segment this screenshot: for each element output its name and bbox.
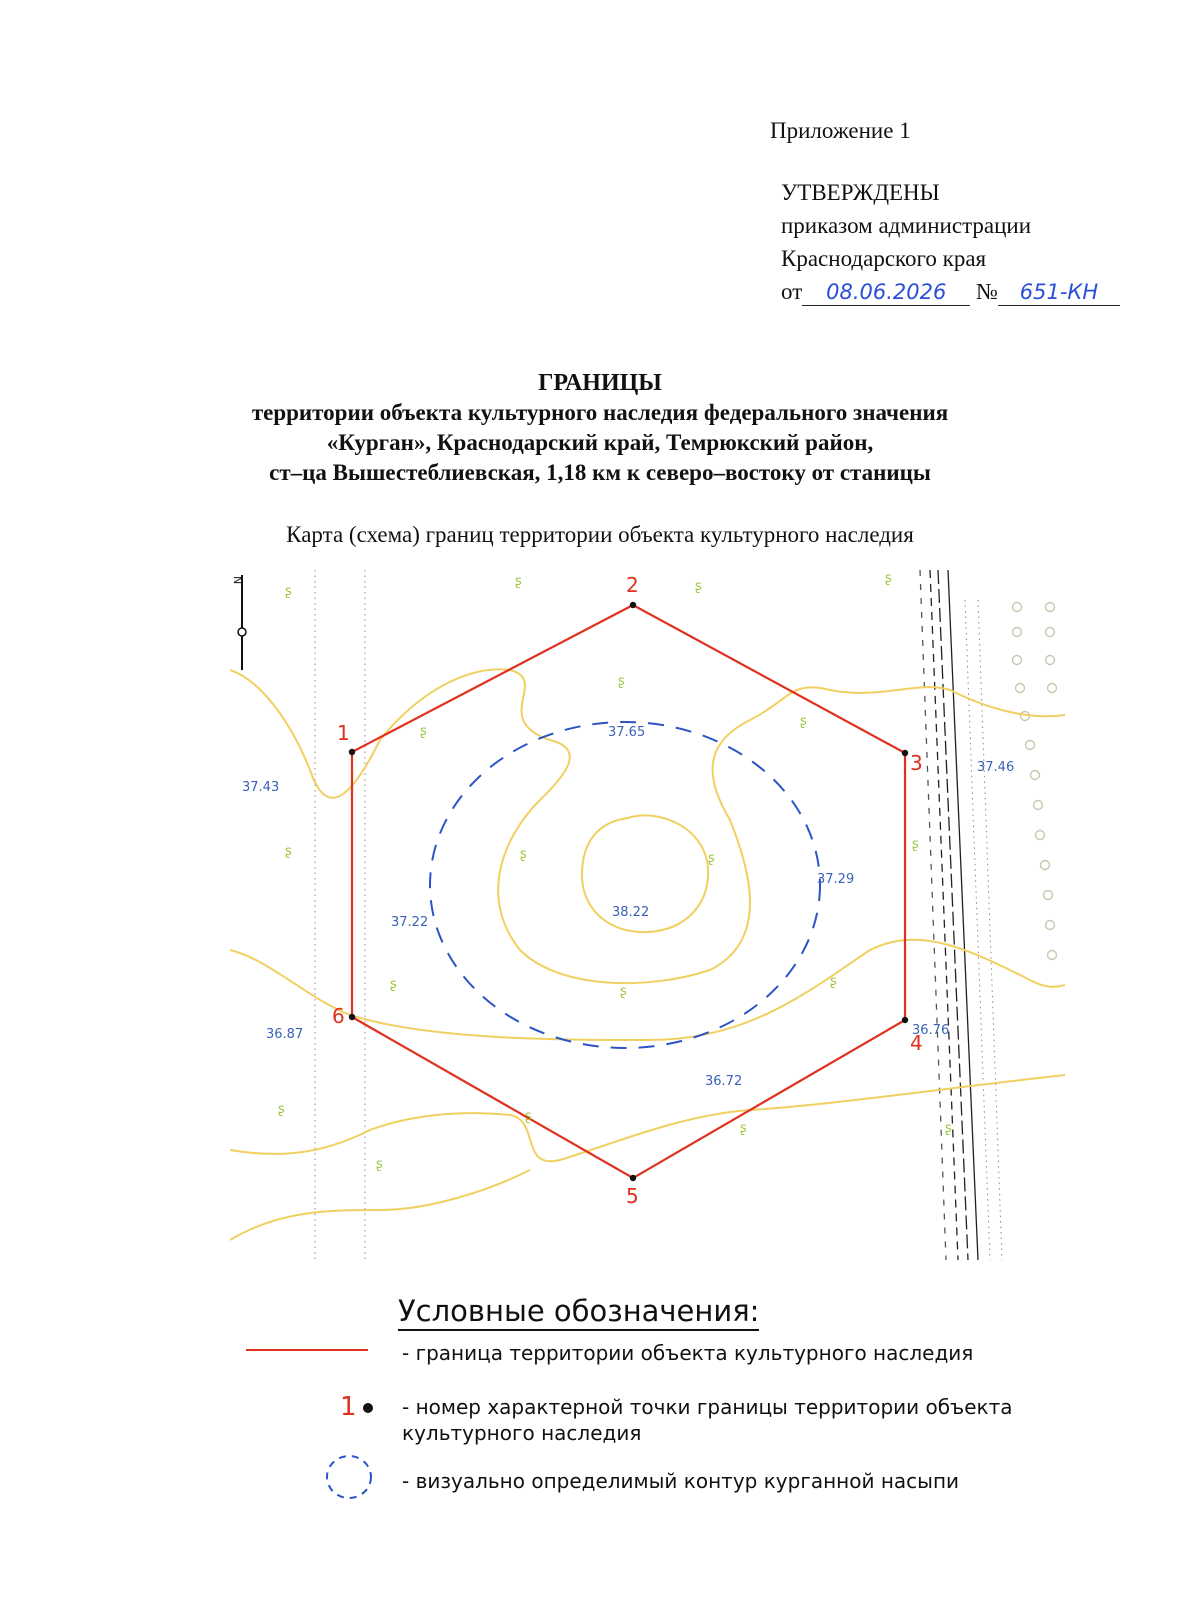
vegetation-mark: ʂ — [285, 844, 292, 859]
order-line-1: приказом администрации — [781, 213, 1032, 238]
boundary-point-6 — [349, 1014, 355, 1020]
vegetation-mark: ʂ — [885, 571, 892, 586]
elevation-label: 36.87 — [266, 1027, 304, 1042]
approved-label: УТВЕРЖДЕНЫ — [781, 180, 940, 205]
boundary-point-3 — [902, 750, 908, 756]
legend-boundary-sample — [246, 1349, 368, 1351]
elevation-label: 37.65 — [608, 725, 646, 740]
vegetation-mark: ʂ — [515, 574, 522, 589]
map-subtitle: Карта (схема) границ территории объекта культурного наследия — [286, 522, 914, 547]
elevation-label: 36.76 — [912, 1023, 950, 1038]
elevation-label: 36.72 — [705, 1074, 743, 1089]
boundary-point-1 — [349, 749, 355, 755]
date-prefix: от — [781, 279, 803, 304]
annex-label: Приложение 1 — [770, 118, 911, 143]
vegetation-mark: ʂ — [695, 579, 702, 594]
legend-title: Условные обозначения: — [398, 1293, 759, 1331]
boundary-point-2 — [630, 602, 636, 608]
vegetation-mark: ʂ — [618, 674, 625, 689]
elevation-label: 37.43 — [242, 780, 280, 795]
boundary-point-5 — [630, 1175, 636, 1181]
vegetation-mark: ʂ — [912, 837, 919, 852]
point-label-2: 2 — [626, 573, 639, 597]
legend-point-number: 1 — [340, 1392, 357, 1422]
boundary-point-4 — [902, 1017, 908, 1023]
boundary-map — [230, 570, 1065, 1275]
point-label-3: 3 — [910, 751, 923, 775]
elevation-label: 37.29 — [817, 872, 855, 887]
elevation-label: 37.46 — [977, 760, 1015, 775]
north-label: N — [231, 576, 244, 585]
point-dot-icon — [363, 1403, 373, 1413]
title-line-3: ст–ца Вышестеблиевская, 1,18 км к северо–востоку от станицы — [269, 460, 931, 485]
vegetation-mark: ʂ — [740, 1121, 747, 1136]
order-number: 651-КН — [998, 279, 1120, 306]
vegetation-mark: ʂ — [945, 1121, 952, 1136]
north-arrow — [231, 575, 246, 670]
order-line-3 — [781, 275, 1120, 308]
vegetation-mark: ʂ — [420, 724, 427, 739]
vegetation-mark: ʂ — [830, 974, 837, 989]
legend-boundary-text: - граница территории объекта культурного наследия — [402, 1341, 974, 1365]
vegetation-mark: ʂ — [525, 1109, 532, 1124]
legend-mound-text: - визуально определимый контур курганной насыпи — [402, 1469, 960, 1493]
road — [920, 570, 978, 1260]
vegetation-mark: ʂ — [620, 984, 627, 999]
vegetation-mark: ʂ — [278, 1102, 285, 1117]
title-line-1: территории объекта культурного наследия федерального значения — [251, 400, 949, 425]
elevation-label: 37.22 — [391, 915, 429, 930]
point-label-4: 4 — [910, 1031, 923, 1055]
vegetation-mark: ʂ — [376, 1157, 383, 1172]
vegetation-mark: ʂ — [520, 847, 527, 862]
vegetation-mark: ʂ — [285, 584, 292, 599]
legend-mound-sample — [322, 1451, 376, 1503]
garden-markers — [1013, 603, 1057, 960]
document-title — [150, 368, 1050, 488]
vegetation-mark: ʂ — [708, 851, 715, 866]
mound-contour — [430, 722, 820, 1048]
contour-lines — [230, 669, 1065, 1240]
point-label-1: 1 — [337, 721, 350, 745]
vegetation-mark: ʂ — [390, 977, 397, 992]
order-date: 08.06.2026 — [802, 279, 970, 306]
title-line-2: «Курган», Краснодарский край, Темрюкский район, — [326, 430, 874, 455]
elevation-label: 38.22 — [612, 905, 650, 920]
number-prefix: № — [976, 279, 998, 304]
vegetation-mark: ʂ — [800, 714, 807, 729]
point-label-5: 5 — [626, 1184, 639, 1208]
order-line-2: Краснодарского края — [781, 246, 987, 271]
title-main: ГРАНИЦЫ — [538, 370, 662, 396]
legend-point-sample — [340, 1392, 373, 1422]
legend-point-text: - номер характерной точки границы территории объекта культурного наследия — [402, 1395, 1013, 1445]
point-label-6: 6 — [332, 1004, 345, 1028]
approval-block — [781, 176, 1120, 308]
